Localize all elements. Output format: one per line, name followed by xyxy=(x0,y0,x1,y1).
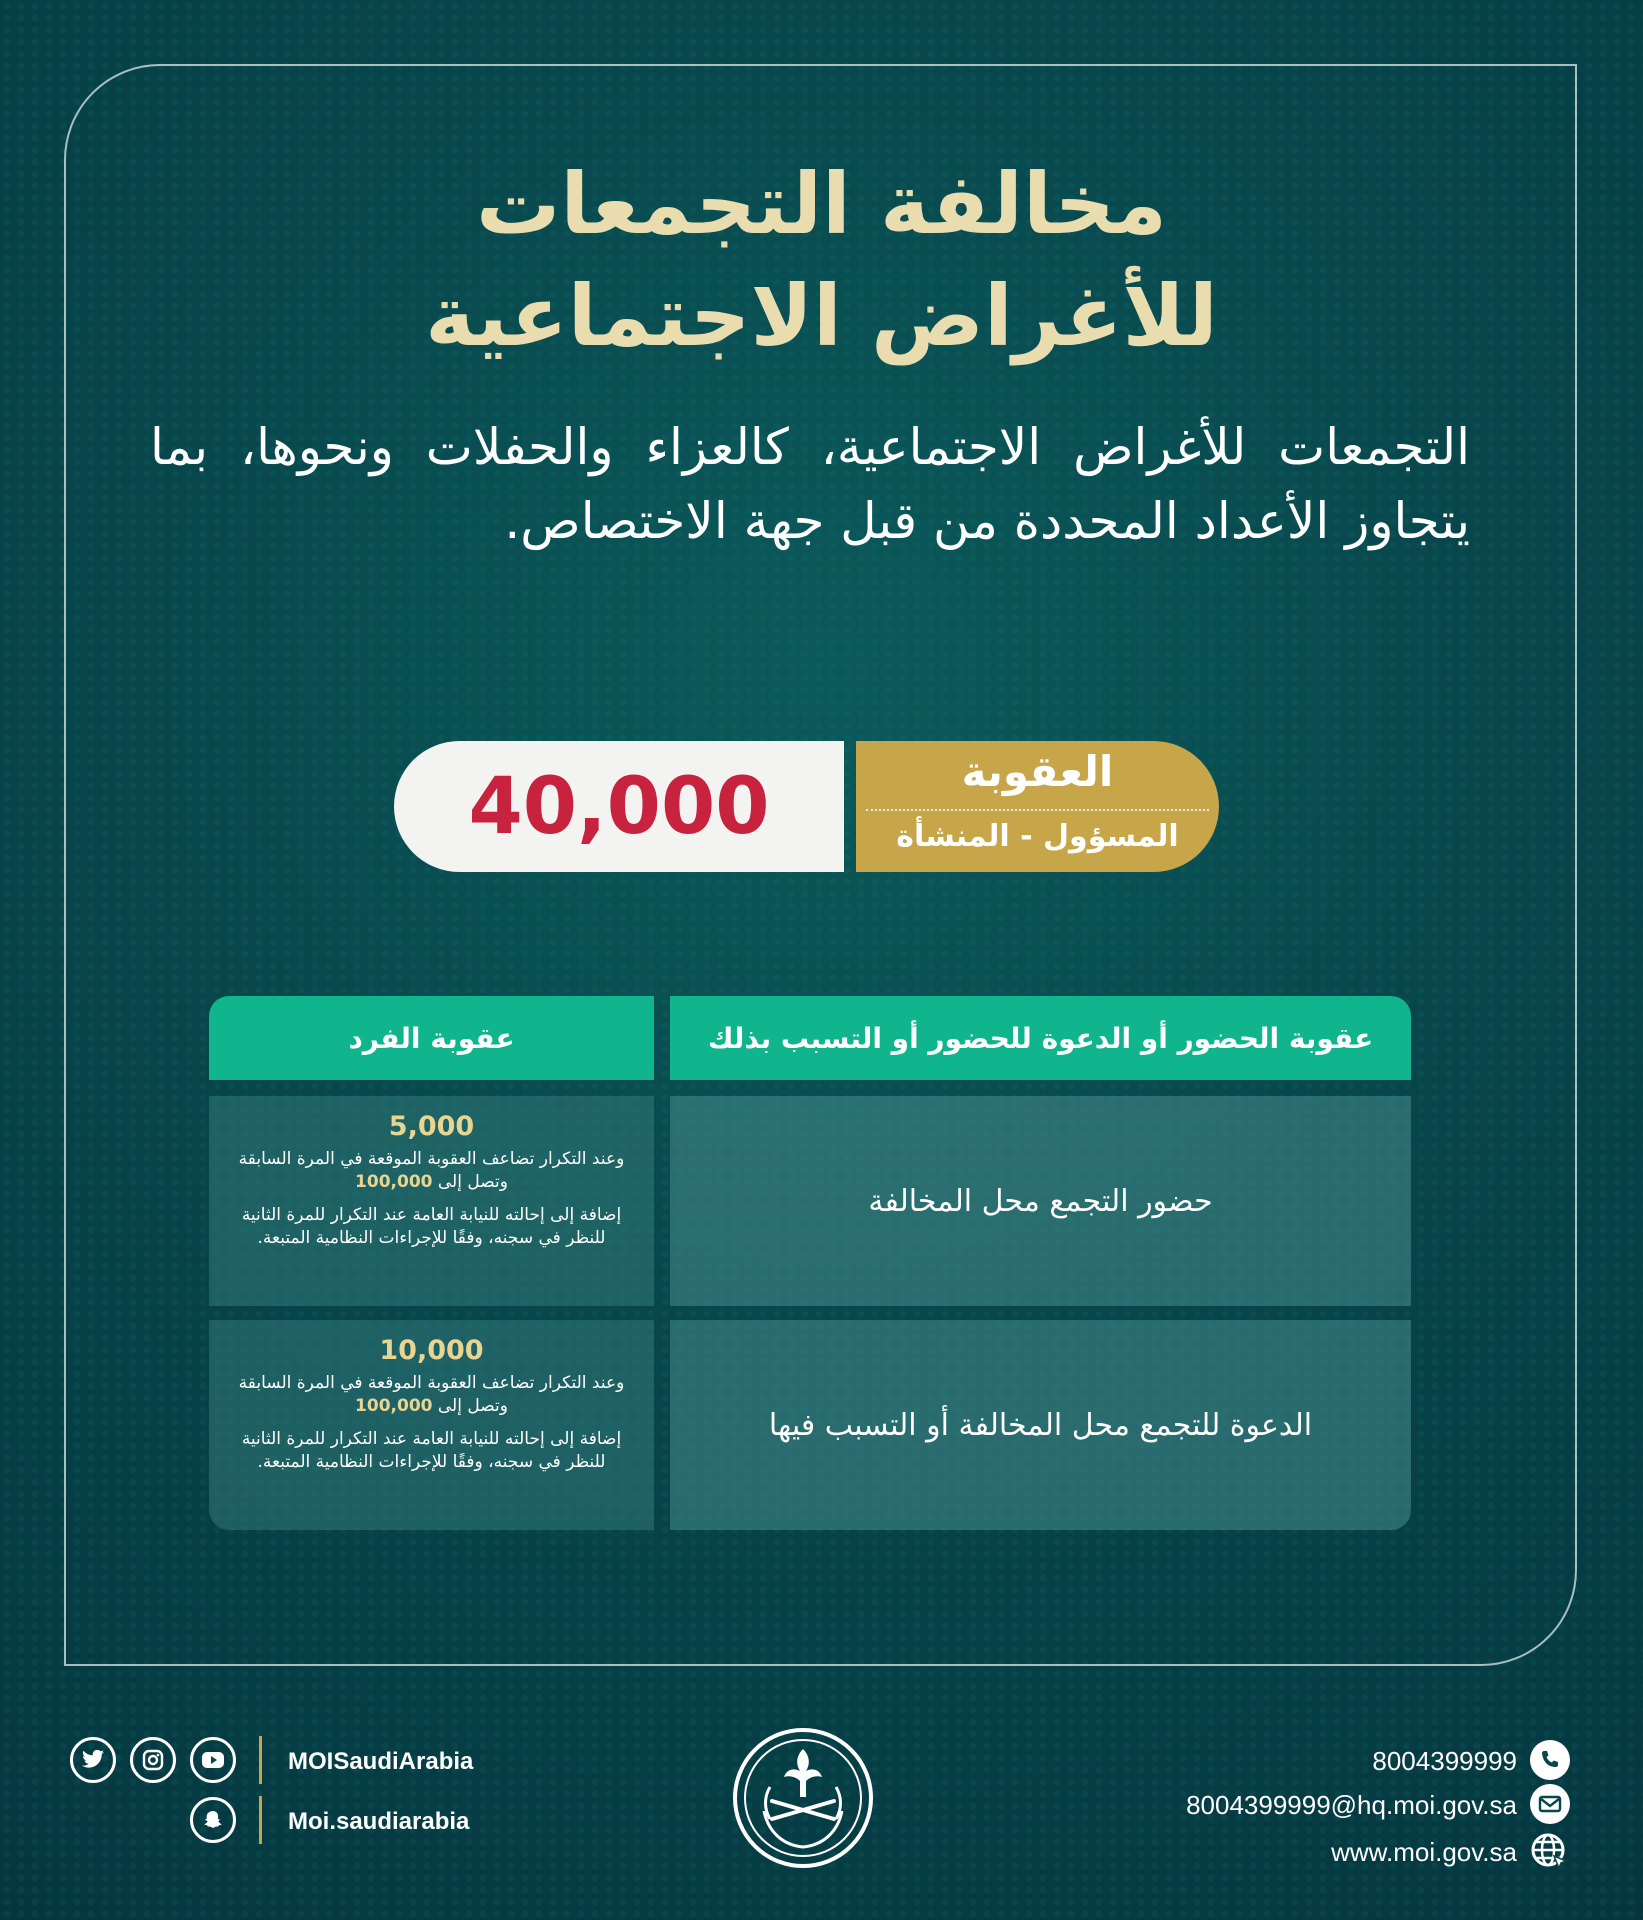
row-2-referral: إضافة إلى إحالته للنيابة العامة عند التكرار للمرة الثانية للنظر في سجنه، وفقًا للإجراءات النظامية المتبعة. xyxy=(241,1429,622,1472)
penalty-separator xyxy=(866,809,1209,811)
penalty-value: 40,000 xyxy=(394,741,844,872)
description: التجمعات للأغراض الاجتماعية، كالعزاء والحفلات ونحوها، بما يتجاوز الأعداد المحددة من قبل جهة الاختصاص. xyxy=(150,418,1470,550)
row-2-violation: الدعوة للتجمع محل المخالفة أو التسبب فيها xyxy=(670,1320,1411,1530)
row-2-amount: 10,000 xyxy=(379,1335,484,1366)
youtube-icon[interactable] xyxy=(190,1737,236,1783)
globe-icon xyxy=(1530,1832,1570,1872)
title-line-2: للأغراض الاجتماعية xyxy=(425,267,1218,365)
penalty-pill xyxy=(394,741,1219,872)
row-1-amount: 5,000 xyxy=(388,1111,475,1142)
email-icon xyxy=(1530,1784,1570,1824)
divider-line xyxy=(259,1736,262,1784)
row-1-max: 100,000 xyxy=(355,1172,433,1192)
title-line-1: مخالفة التجمعات xyxy=(475,155,1168,253)
instagram-icon[interactable] xyxy=(130,1737,176,1783)
penalty-sublabel: المسؤول - المنشأة xyxy=(896,819,1179,854)
row-1-violation: حضور التجمع محل المخالفة xyxy=(670,1096,1411,1306)
row-1-referral: إضافة إلى إحالته للنيابة العامة عند التكرار للمرة الثانية للنظر في سجنه، وفقًا للإجراءات النظامية المتبعة. xyxy=(241,1205,622,1248)
header-violation: عقوبة الحضور أو الدعوة للحضور أو التسبب بذلك xyxy=(670,996,1411,1080)
snapchat-handle[interactable]: Moi.saudiarabia xyxy=(288,1808,470,1835)
divider-line-2 xyxy=(259,1796,262,1844)
snapchat-icon[interactable] xyxy=(190,1797,236,1843)
penalty-label: العقوبة xyxy=(961,747,1114,796)
phone-number[interactable]: 8004399999 xyxy=(1372,1746,1517,1776)
social-handle[interactable]: MOISaudiArabia xyxy=(288,1748,474,1775)
moi-emblem xyxy=(732,1727,874,1869)
page-title xyxy=(0,148,1643,372)
row-2-repeat xyxy=(227,1372,636,1418)
penalty-label-box xyxy=(856,741,1219,872)
row-1-repeat-text: وعند التكرار تضاعف العقوبة الموقعة في المرة السابقة وتصل إلى xyxy=(238,1149,625,1192)
row-2-max: 100,000 xyxy=(355,1396,433,1416)
email-address[interactable]: 8004399999@hq.moi.gov.sa xyxy=(1186,1790,1517,1820)
row-1-repeat xyxy=(227,1148,636,1194)
row-2-repeat-text: وعند التكرار تضاعف العقوبة الموقعة في المرة السابقة وتصل إلى xyxy=(238,1373,625,1416)
header-individual: عقوبة الفرد xyxy=(209,996,654,1080)
row-2-penalty xyxy=(209,1320,654,1530)
website-link[interactable]: www.moi.gov.sa xyxy=(1331,1837,1517,1867)
row-1-penalty xyxy=(209,1096,654,1306)
twitter-icon[interactable] xyxy=(70,1737,116,1783)
phone-icon xyxy=(1530,1740,1570,1780)
